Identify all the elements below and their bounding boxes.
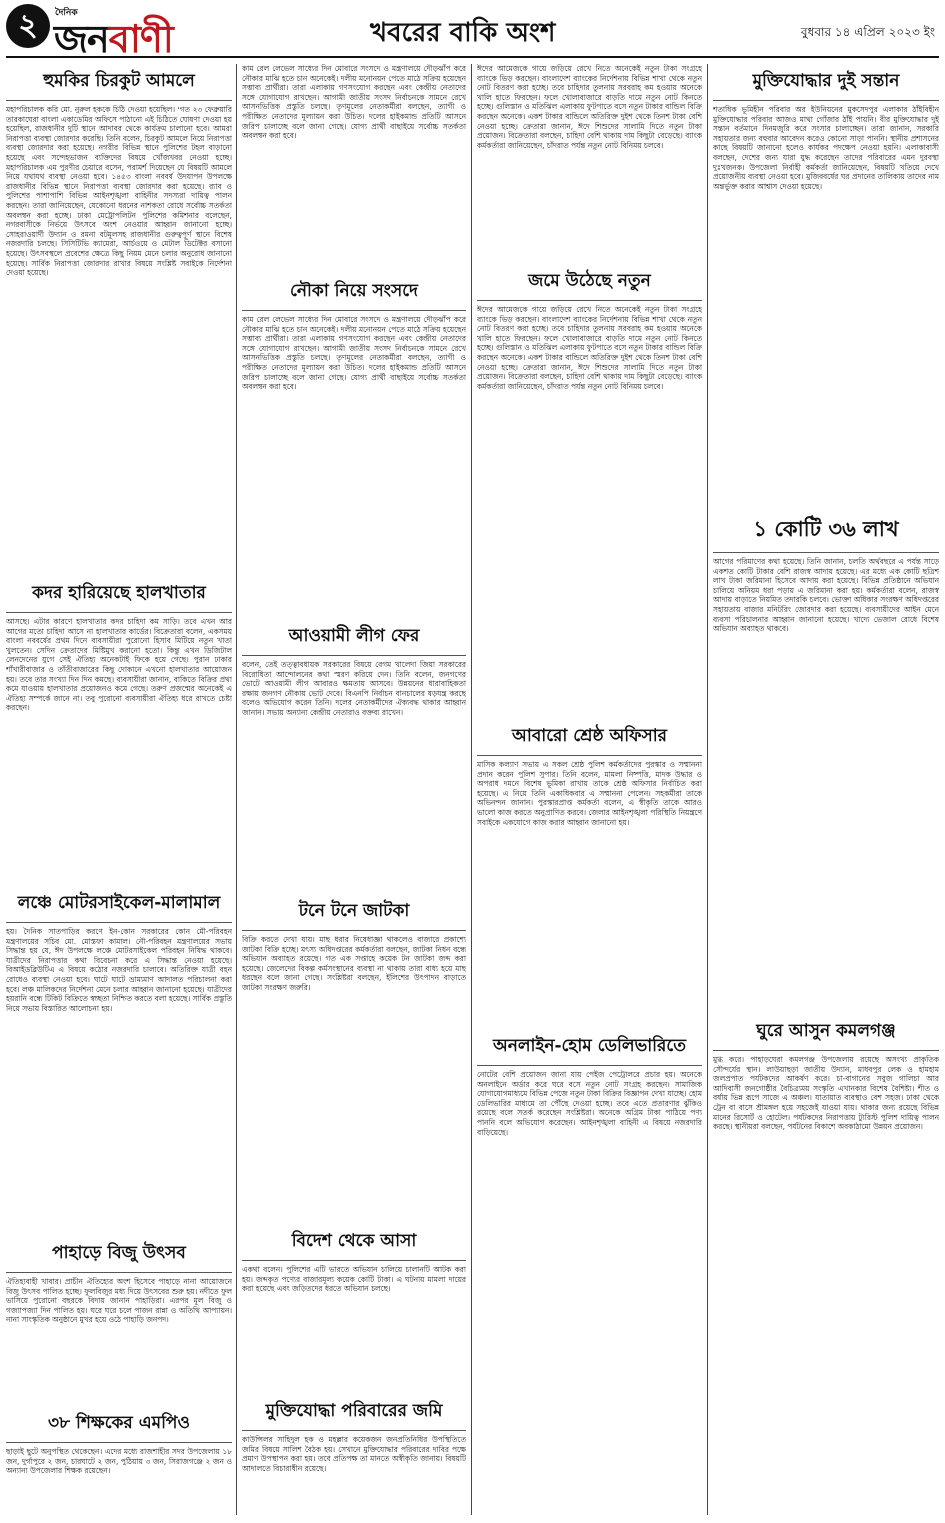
article-headline: মুক্তিযোদ্ধা পরিবারের জমি [242,1398,466,1431]
article-body: কাম রেল লেভেল সাধ্যের দিন মোবারে সংসদে ও মন্ত্রণালয়ে দৌড়ঝাঁপ করে নৌকার মাঝি হতে চান অনেকেই। দলীয় মনোনয়ন পেতে মাঠে সক্রিয় হয়েছেন সম্ভাব্য প্রার্থীরা। তারা এলাকায় গণসংযোগ করছেন এবং কেন্দ্রীয় নেতাদের সঙ্গে যোগাযোগ রাখছেন। আগামী জাতীয় সংসদ নির্বাচনকে সামনে রেখে আসনভিত্তিক প্রস্তুতি চলছে। তৃণমূলের নেতাকর্মীরা বলছেন, ত্যাগী ও পরীক্ষিত নেতাদের মূল্যায়ন করা উচিত। দলের হাইকমান্ড প্রতিটি আসনে জরিপ চালাচ্ছে বলে জানা গেছে। যোগ্য প্রার্থী বাছাইয়ে সর্বোচ্চ সতর্কতা অবলম্বন করা হবে। [242,315,466,392]
article-headline: মুক্তিযোদ্ধার দুই সন্তান [713,68,939,101]
article-headline: আওয়ামী লীগ ফের [242,623,466,656]
article-headline: অনলাইন-হোম ডেলিভারিতে [477,1033,702,1066]
article [242,1224,466,1394]
article [242,1394,466,1504]
article [477,64,702,264]
masthead-rule [6,56,939,58]
article-headline: জমে উঠেছে নতুন [477,268,702,301]
article-body: ঈদের আমেজকে গায়ে জড়িয়ে রেখে নিতে অনেকেই নতুন টাকা সংগ্রহে ব্যাংকে ভিড় করছেন। বাংলাদেশ ব্যাংকের নির্দেশনায় বিভিন্ন শাখা থেকে নতুন নোট বিতরণ করা হচ্ছে। তবে চাহিদার তুলনায় সরবরাহ কম হওয়ায় অনেকে খালি হাতে ফিরছেন। ফলে খোলাবাজারে বাড়তি দামে নতুন নোট কিনতে হচ্ছে। গুলিস্তান ও মতিঝিল এলাকায় ফুটপাতে বসে নতুন টাকার বান্ডিল বিক্রি করছেন অনেকে। একশ টাকার বান্ডিলে অতিরিক্ত দুইশ থেকে তিনশ টাকা বেশি নেওয়া হচ্ছে। ক্রেতারা জানান, ঈদে শিশুদের সালামি দিতে নতুন টাকা প্রয়োজন। বিক্রেতারা বলছেন, চাহিদা বেশি থাকায় দাম কিছুটা বেড়েছে। ব্যাংক কর্মকর্তারা জানিয়েছেন, চাঁদরাত পর্যন্ত নতুন নোট বিনিময় চলবে। [477,64,702,150]
article-headline: ঘুরে আসুন কমলগঞ্জ [713,1018,939,1051]
article [242,64,466,274]
article-body: ছাড়াই ছুটে অনুপস্থিত থেকেছেন। এদের মধ্যে রাজশাহীর সদর উপজেলায় ১৮ জন, দুর্গাপুরে ২ জন, চারঘাটে ২ জন, পুঠিয়ায় ৩ জন, সিরাজগঞ্জে ২ জন ও অন্যান্য উপজেলার শিক্ষক রয়েছেন। [6,1447,232,1476]
article-body: মুগ্ধ করে। পাহাড়ঘেরা কমলগঞ্জ উপজেলায় রয়েছে অসংখ্য প্রাকৃতিক সৌন্দর্যের স্থান। লাউয়াছড়া জাতীয় উদ্যান, মাধবপুর লেক ও হামহাম জলপ্রপাত পর্যটকদের আকর্ষণ করে। চা-বাগানের সবুজ গালিচা আর আদিবাসী জনগোষ্ঠীর বৈচিত্র্যময় সংস্কৃতি এখানকার বিশেষ বৈশিষ্ট্য। শীত ও বর্ষায় ভিন্ন রূপে সাজে এ অঞ্চল। যাতায়াত ব্যবস্থাও বেশ সহজ। ঢাকা থেকে ট্রেন বা বাসে শ্রীমঙ্গল হয়ে সহজেই যাওয়া যায়। থাকার জন্য রয়েছে বিভিন্ন মানের রিসোর্ট ও হোটেল। পর্যটকদের নিরাপত্তায় ট্যুরিস্ট পুলিশ দায়িত্ব পালন করছে। স্থানীয়রা বলছেন, পর্যটনের বিকাশে অবকাঠামো উন্নয়ন প্রয়োজন। [713,1055,939,1132]
article [242,274,466,619]
article [713,509,939,1014]
article-headline: আবারো শ্রেষ্ঠ অফিসার [477,723,702,756]
article [713,64,939,509]
masthead [0,0,945,61]
article-headline: নৌকা নিয়ে সংসদে [242,278,466,311]
article [6,64,232,576]
article [242,894,466,1224]
article-body: মহাপরিচালক করি মো. নুরুল হককে চিঠি দেওয়া হয়েছিল। 'গত ২৩ ফেব্রুয়ারি তারকাঘেরা বাংলা একাডেমির অফিসে পাঠানো এই চিঠিতে ঘোষণা দেওয়া হয় হয়েছিল, রাজধানীর দুটি স্থানে আদাবর থেকে কার্যক্রম চালানো হবে। আমরা নিরাপত্তা ব্যবস্থা জোরদার করেছি। তিনি বলেন, চিরকুট আমলে নিয়ে নিরাপত্তা ব্যবস্থা জোরদার করা হয়েছে। নগরীর বিভিন্ন স্থানে পুলিশের টহল বাড়ানো হয়েছে এবং সন্দেহভাজন ব্যক্তিদের বিষয়ে খোঁজখবর নেওয়া হচ্ছে। মহাপরিচালক এম পুরণীর চেয়ারে বসেন, পরামর্শ দিয়েছেন যে বিষয়টি আমলে নিয়ে যথাযথ ব্যবস্থা নেওয়া হবে। ১৪৫৩ বাংলা নববর্ষ উদযাপন উপলক্ষে রাজধানীর বিভিন্ন স্থানে নিরাপত্তা ব্যবস্থা জোরদার করা হয়েছে। র‌্যাব ও পুলিশের পাশাপাশি বিভিন্ন আইনশৃঙ্খলা বাহিনীর সদস্যরা দায়িত্ব পালন করছেন। তারা জানিয়েছেন, যেকোনো ধরনের নাশকতা রোধে সর্বোচ্চ সতর্কতা অবলম্বন করা হচ্ছে। ঢাকা মেট্রোপলিটন পুলিশের কমিশনার বলেছেন, নগরবাসীকে নির্ভয়ে উৎসবে অংশ নেওয়ার আহ্বান জানানো হচ্ছে। সোহরাওয়ার্দী উদ্যান ও রমনা বটমূলসহ রাজধানীর গুরুত্বপূর্ণ স্থানে বিশেষ নজরদারি চলছে। সিসিটিভি ক্যামেরা, আর্চওয়ে ও মেটাল ডিটেক্টর বসানো হয়েছে। উৎসবস্থলে প্রবেশের ক্ষেত্রে কিছু নিয়ম মেনে চলার অনুরোধ জানানো হয়েছে। সার্বিক নিরাপত্তা জোরদার রাখার বিষয়ে সংশ্লিষ্ট সবাইকে নির্দেশনা দেওয়া হয়েছে। [6,105,232,278]
article [477,1029,702,1509]
article [6,1236,232,1406]
article [6,576,232,886]
article-body: আসছে। এটার কারণে হালখাতার কদর চাহিদা কম সাড়ি। তবে এখন আর আগের মতো চাহিদা আসে না হালখাতার কার্ডের। বিক্রেতারা বলেন, একসময় বাংলা নববর্ষের প্রথম দিনে ব্যবসায়ীরা পুরোনো হিসাব মিটিয়ে নতুন খাতা খুলতেন। সেদিন ক্রেতাদের মিষ্টিমুখ করানো হতো। কিন্তু এখন ডিজিটাল লেনদেনের যুগে সেই ঐতিহ্য অনেকটাই ফিকে হয়ে গেছে। পুরান ঢাকার শাঁখারীবাজার ও তাঁতীবাজারের কিছু দোকানে এখনো হালখাতার আয়োজন হয়। তবে তার সংখ্যা দিন দিন কমছে। ব্যবসায়ীরা জানান, বাকিতে বিক্রির প্রথা কমে যাওয়ায় হালখাতার প্রয়োজনও কমে গেছে। তরুণ প্রজন্মের অনেকেই এ ঐতিহ্য সম্পর্কে জানে না। তবু পুরোনো ব্যবসায়ীরা ঐতিহ্য ধরে রাখতে চেষ্টা করছেন। [6,617,232,713]
column-2 [242,64,466,1515]
article [477,264,702,719]
column-divider [471,64,472,1515]
daily-label: দৈনিক [55,8,78,18]
article-headline: হুমকির চিরকুট আমলে [6,68,232,101]
article-headline: লঞ্চে মোটরসাইকেল-মালামাল [6,890,232,923]
article-body: মাসিক কল্যাণ সভায় এ সকল শ্রেষ্ঠ পুলিশ কর্মকর্তাদের পুরস্কার ও সম্মাননা প্রদান করেন পুলিশ সুপার। তিনি বলেন, মামলা নিষ্পত্তি, মাদক উদ্ধার ও অপরাধ দমনে বিশেষ ভূমিকা রাখায় তাকে শ্রেষ্ঠ অফিসার নির্বাচিত করা হয়েছে। এ নিয়ে তিনি একাধিকবার এ সম্মাননা পেলেন। সহকর্মীরা তাকে অভিনন্দন জানান। পুরস্কারপ্রাপ্ত কর্মকর্তা বলেন, এ স্বীকৃতি তাকে আরও ভালো কাজ করতে অনুপ্রাণিত করবে। জেলার আইনশৃঙ্খলা পরিস্থিতি নিয়ন্ত্রণে সবাইকে একযোগে কাজ করার আহ্বান জানানো হয়। [477,760,702,827]
article [6,886,232,1236]
article [477,719,702,1029]
article-headline: টনে টনে জাটকা [242,898,466,931]
issue-date: বুধবার ১৪ এপ্রিল ২০২৩ ইং [800,25,935,39]
article-body: হয়। দৈনিক সাতপাড়ির করণে ইন-কোন সরকারের কোন মৌ-পরিবহন মন্ত্রণালয়ের সচিব মো. মোস্তফা কামাল। নৌ-পরিবহন মন্ত্রণালয়ের সভায় সিদ্ধান্ত হয় যে, ঈদ উপলক্ষে লঞ্চে মোটরসাইকেল পরিবহন নিষিদ্ধ থাকবে। যাত্রীদের নিরাপত্তার কথা বিবেচনা করে এ সিদ্ধান্ত নেওয়া হয়েছে। বিআইডব্লিউটিএ এ বিষয়ে কঠোর নজরদারি চালাবে। অতিরিক্ত যাত্রী বহন রোধেও ব্যবস্থা নেওয়া হবে। ঘাটে ঘাটে ভ্রাম্যমাণ আদালত পরিচালনা করা হবে। লঞ্চ মালিকদের নির্দেশনা মেনে চলার আহ্বান জানানো হয়েছে। যাত্রীদের হয়রানি বন্ধে টিকিট বিক্রিতে স্বচ্ছতা নিশ্চিত করতে বলা হয়েছে। সার্বিক প্রস্তুতি নিয়ে সভায় বিস্তারিত আলোচনা হয়। [6,927,232,1013]
article-body: আগের পরিমাণের কথা হয়েছে। তিনি জানান, চলতি অর্থবছরে এ পর্যন্ত সাড়ে একশত কোটি টাকার বেশি রাজস্ব আদায় হয়েছে। এর মধ্যে এক কোটি ছত্রিশ লাখ টাকা জরিমানা হিসেবে আদায় করা হয়েছে। বিভিন্ন প্রতিষ্ঠানে অভিযান চালিয়ে অনিয়ম ধরা পড়ায় এ জরিমানা করা হয়। কর্মকর্তারা বলেন, রাজস্ব আদায় বাড়াতে নিয়মিত তদারকি চলবে। ভোক্তা অধিকার সংরক্ষণ অধিদপ্তরের সহায়তায় বাজার মনিটরিং জোরদার করা হয়েছে। ব্যবসায়ীদের আইন মেনে ব্যবসা পরিচালনার আহ্বান জানানো হয়েছে। খাদ্যে ভেজাল রোধে বিশেষ অভিযান অব্যাহত থাকবে। [713,557,939,634]
article-headline: কদর হারিয়েছে হালখাতার [6,580,232,613]
logo-part1: জন [54,16,109,61]
column-4 [713,64,939,1515]
article-body: কাম রেল লেভেল সাধ্যের দিন মোবারে সংসদে ও মন্ত্রণালয়ে দৌড়ঝাঁপ করে নৌকার মাঝি হতে চান অনেকেই। দলীয় মনোনয়ন পেতে মাঠে সক্রিয় হয়েছেন সম্ভাব্য প্রার্থীরা। তারা এলাকায় গণসংযোগ করছেন এবং কেন্দ্রীয় নেতাদের সঙ্গে যোগাযোগ রাখছেন। আগামী জাতীয় সংসদ নির্বাচনকে সামনে রেখে আসনভিত্তিক প্রস্তুতি চলছে। তৃণমূলের নেতাকর্মীরা বলছেন, ত্যাগী ও পরীক্ষিত নেতাদের মূল্যায়ন করা উচিত। দলের হাইকমান্ড প্রতিটি আসনে জরিপ চালাচ্ছে বলে জানা গেছে। যোগ্য প্রার্থী বাছাইয়ে সর্বোচ্চ সতর্কতা অবলম্বন করা হবে। [242,64,466,141]
article-body: ঈদের আমেজকে গায়ে জড়িয়ে রেখে নিতে অনেকেই নতুন টাকা সংগ্রহে ব্যাংকে ভিড় করছেন। বাংলাদেশ ব্যাংকের নির্দেশনায় বিভিন্ন শাখা থেকে নতুন নোট বিতরণ করা হচ্ছে। তবে চাহিদার তুলনায় সরবরাহ কম হওয়ায় অনেকে খালি হাতে ফিরছেন। ফলে খোলাবাজারে বাড়তি দামে নতুন নোট কিনতে হচ্ছে। গুলিস্তান ও মতিঝিল এলাকায় ফুটপাতে বসে নতুন টাকার বান্ডিল বিক্রি করছেন অনেকে। একশ টাকার বান্ডিলে অতিরিক্ত দুইশ থেকে তিনশ টাকা বেশি নেওয়া হচ্ছে। ক্রেতারা জানান, ঈদে শিশুদের সালামি দিতে নতুন টাকা প্রয়োজন। বিক্রেতারা বলছেন, চাহিদা বেশি থাকায় দাম কিছুটা বেড়েছে। ব্যাংক কর্মকর্তারা জানিয়েছেন, চাঁদরাত পর্যন্ত নতুন নোট বিনিময় চলবে। [477,305,702,391]
article-body: কাউন্সিলর সাহিদুল হক ও মহল্লার কয়েকজন জনপ্রতিনিধির উপস্থিতিতে জমির বিষয়ে সালিশ বৈঠক হয়। সেখানে মুক্তিযোদ্ধার পরিবারের দাবির পক্ষে প্রমাণ উপস্থাপন করা হয়। তবে প্রতিপক্ষ তা মানতে অস্বীকৃতি জানায়। বিষয়টি আদালতে বিচারাধীন রয়েছে। [242,1435,466,1473]
article [242,619,466,894]
article-body: নোটের বেশি প্রয়োজন জানা যায় পেইজ পেট্রোলরে প্রচার হয়। অনেকে অনলাইনে অর্ডার করে ঘরে বসে নতুন নোট সংগ্রহ করছেন। সামাজিক যোগাযোগমাধ্যমে বিভিন্ন পেজে নতুন টাকা বিক্রির বিজ্ঞাপন দেখা যাচ্ছে। হোম ডেলিভারির মাধ্যমে তা পৌঁছে দেওয়া হচ্ছে। তবে এতে প্রতারণার ঝুঁকিও রয়েছে বলে সতর্ক করেছেন সংশ্লিষ্টরা। অনেকে অগ্রিম টাকা পাঠিয়ে পণ্য পাননি বলে অভিযোগ করেছেন। আইনশৃঙ্খলা বাহিনী এ বিষয়ে নজরদারি বাড়িয়েছে। [477,1070,702,1137]
article [713,1014,939,1504]
column-3 [477,64,702,1515]
column-1 [6,64,232,1515]
column-divider [707,64,708,1515]
article [6,1406,232,1496]
article-body: একথা বলেন। পুলিশের এটি ভারতে অভিযান চালিয়ে চালানটি আটক করা হয়। জব্দকৃত পণ্যের বাজারমূল্য কয়েক কোটি টাকা। এ ঘটনায় মামলা দায়ের করা হয়েছে এবং জড়িতদের ধরতে অভিযান চলছে। [242,1265,466,1294]
article-body: বলেন, তেই তত্ত্বাবধায়ক সরকারের বিষয়ে বেগম খালেদা জিয়া সরকারের বিরোধিতা আন্দোলনের কথা স্মরণ করিয়ে দেন। তিনি বলেন, জনগণের ভোটে আওয়ামী লীগ আবারও ক্ষমতায় আসবে। উন্নয়নের ধারাবাহিকতা রক্ষায় জনগণ নৌকায় ভোট দেবে। বিএনপি নির্বাচন বানচালের ষড়যন্ত্র করছে বলেও অভিযোগ করেন তিনি। দলের নেতাকর্মীদের ঐক্যবদ্ধ থাকার আহ্বান জানান। সভায় অন্যান্য কেন্দ্রীয় নেতারাও বক্তব্য রাখেন। [242,660,466,717]
page-number: ২ [6,4,50,48]
column-divider [236,64,237,1515]
article-headline: বিদেশ থেকে আসা [242,1228,466,1261]
section-title: খবরের বাকি অংশ [370,18,556,48]
logo-part2: বাণী [108,16,173,61]
article-body: শতাধিক ভূমিহীন পরিবার অর ইউনিয়নের মুকসেদপুর এলাকার ঠাঁইবিহীন মুক্তিযোদ্ধার পরিবার আজও মাথা গোঁজার ঠাঁই পায়নি। বীর মুক্তিযোদ্ধার দুই সন্তান বর্তমানে দিনমজুরি করে সংসার চালাচ্ছেন। তারা জানান, সরকারি সহায়তার জন্য বহুবার আবেদন করেও কোনো সাড়া পাননি। স্থানীয় প্রশাসনের কাছে বিষয়টি জানানো হলেও কার্যকর পদক্ষেপ নেওয়া হয়নি। এলাকাবাসী বলছেন, দেশের জন্য যারা যুদ্ধ করেছেন তাদের পরিবারের এমন দুরবস্থা দুঃখজনক। উপজেলা নির্বাহী কর্মকর্তা জানিয়েছেন, বিষয়টি খতিয়ে দেখে প্রয়োজনীয় ব্যবস্থা নেওয়া হবে। মুজিববর্ষের ঘর প্রদানের তালিকায় তাদের নাম অন্তর্ভুক্ত করার আশ্বাস দেওয়া হয়েছে। [713,105,939,191]
article-body: বিক্রি করতে দেখা যায়। মাছ ধরার নিষেধাজ্ঞা থাকলেও বাজারে প্রকাশ্যে জাটকা বিক্রি হচ্ছে। মৎস্য অধিদপ্তরের কর্মকর্তারা বলছেন, জাটকা নিধন বন্ধে অভিযান অব্যাহত রয়েছে। গত এক সপ্তাহে কয়েক টন জাটকা জব্দ করা হয়েছে। জেলেদের বিকল্প কর্মসংস্থানের ব্যবস্থা না থাকায় তারা বাধ্য হয়ে মাছ ধরছেন বলে জানা গেছে। সংশ্লিষ্টরা বলছেন, ইলিশের উৎপাদন বাড়াতে জাটকা সংরক্ষণ জরুরি। [242,935,466,992]
article-headline: ৩৮ শিক্ষকের এমপিও [6,1410,232,1443]
article-headline: ১ কোটি ৩৬ লাখ [713,513,939,553]
article-body: ঐতিহ্যবাহী খাবার। প্রাচীন ঐতিহ্যের অংশ হিসেবে পাহাড়ে নানা আয়োজনে বিজু উৎসব পালিত হচ্ছে। ফুলবিজুর মধ্য দিয়ে উৎসবের শুরু হয়। নদীতে ফুল ভাসিয়ে পুরোনো বছরকে বিদায় জানান পাহাড়িরা। এরপর মূল বিজু ও গজ্যাপজ্যা দিন পালিত হয়। ঘরে ঘরে চলে পাজন রান্না ও অতিথি আপ্যায়ন। নানা সাংস্কৃতিক অনুষ্ঠানে মুখর হয়ে ওঠে পাহাড়ি জনপদ। [6,1277,232,1325]
article-headline: পাহাড়ে বিজু উৎসব [6,1240,232,1273]
